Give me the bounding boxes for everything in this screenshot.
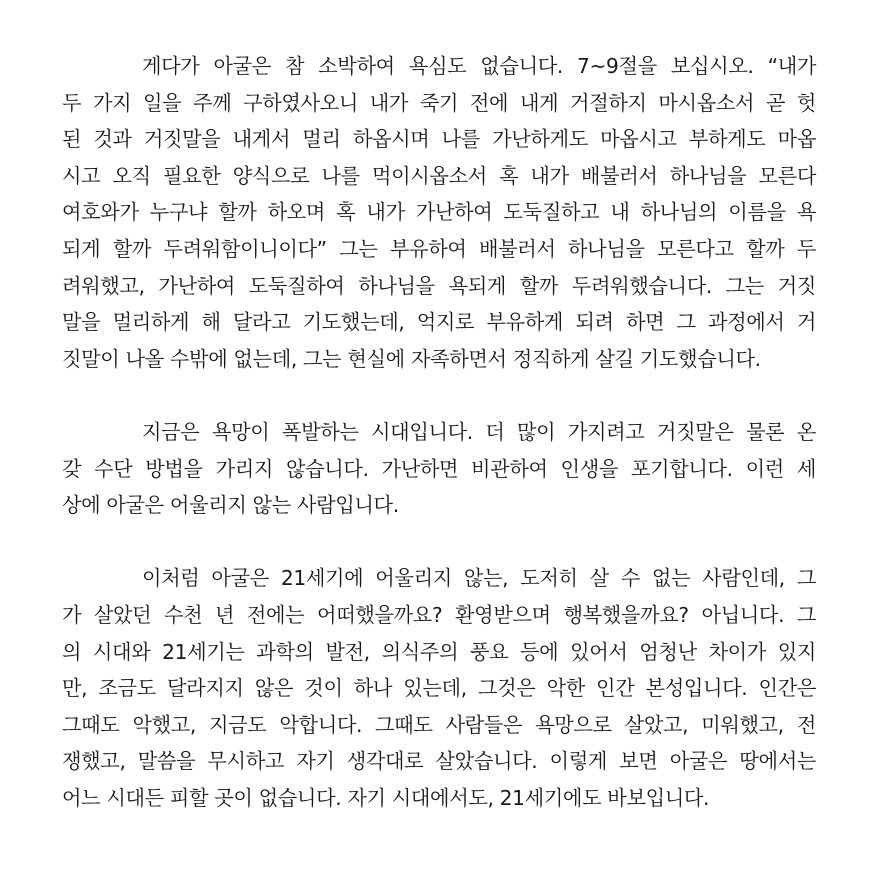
paragraph-spacer xyxy=(62,524,816,561)
text-line: 가 살았던 수천 년 전에는 어떠했을까요? 환영받으며 행복했을까요? 아닙니다. 그 xyxy=(62,602,816,627)
text-line: 게다가 아굴은 참 소박하여 욕심도 없습니다. 7~9절을 보십시오. “내가 xyxy=(142,54,816,78)
text-line: 려워했고, 가난하여 도둑질하여 하나님을 욕되게 할까 두려워했습니다. 그는 거짓 xyxy=(62,273,816,298)
text-line: 어느 시대든 피할 곳이 없습니다. 자기 시대에서도, 21세기에도 바보입니다. xyxy=(62,785,710,810)
text-line: 만, 조금도 달라지지 않은 것이 하나 있는데, 그것은 악한 인간 본성입니다. 인간은 xyxy=(62,676,816,701)
text-line: 갖 수단 방법을 가리지 않습니다. 가난하면 비관하여 인생을 포기합니다. 이런 세 xyxy=(62,456,816,481)
text-line: 지금은 욕망이 폭발하는 시대입니다. 더 많이 가지려고 거짓말은 물론 온 xyxy=(142,419,816,444)
document-page xyxy=(62,48,816,816)
text-line: 짓말이 나올 수밖에 없는데, 그는 현실에 자족하면서 정직하게 살길 기도했습니다. xyxy=(62,346,761,371)
text-line: 시고 오직 필요한 양식으로 나를 먹이시옵소서 혹 내가 배불러서 하나님을 모른다 xyxy=(62,163,816,188)
paragraph-3 xyxy=(62,560,816,816)
text-line: 된 것과 거짓말을 내게서 멀리 하옵시며 나를 가난하게도 마옵시고 부하게도 마옵 xyxy=(62,127,816,152)
text-line: 이처럼 아굴은 21세기에 어울리지 않는, 도저히 살 수 없는 사람인데, 그 xyxy=(142,566,816,591)
paragraph-spacer xyxy=(62,377,816,414)
text-line: 그때도 악했고, 지금도 악합니다. 그때도 사람들은 욕망으로 살았고, 미워했고, 전 xyxy=(62,712,816,737)
text-line: 여호와가 누구냐 할까 하오며 혹 내가 가난하여 도둑질하고 내 하나님의 이름을 욕 xyxy=(62,200,816,225)
text-line: 쟁했고, 말씀을 무시하고 자기 생각대로 살았습니다. 이렇게 보면 아굴은 땅에서는 xyxy=(62,749,816,774)
text-line: 상에 아굴은 어울리지 않는 사람입니다. xyxy=(62,493,399,518)
text-line: 두 가지 일을 주께 구하였사오니 내가 죽기 전에 내게 거절하지 마시옵소서 곧 헛 xyxy=(62,90,816,115)
paragraph-2 xyxy=(62,414,816,524)
text-line: 말을 멀리하게 해 달라고 기도했는데, 억지로 부유하게 되려 하면 그 과정에서 거 xyxy=(62,310,816,335)
text-line: 되게 할까 두려워함이니이다” 그는 부유하여 배불러서 하나님을 모른다고 할까 두 xyxy=(62,236,816,261)
text-line: 의 시대와 21세기는 과학의 발전, 의식주의 풍요 등에 있어서 엄청난 차이가 있지 xyxy=(62,639,816,664)
paragraph-1 xyxy=(62,48,816,377)
